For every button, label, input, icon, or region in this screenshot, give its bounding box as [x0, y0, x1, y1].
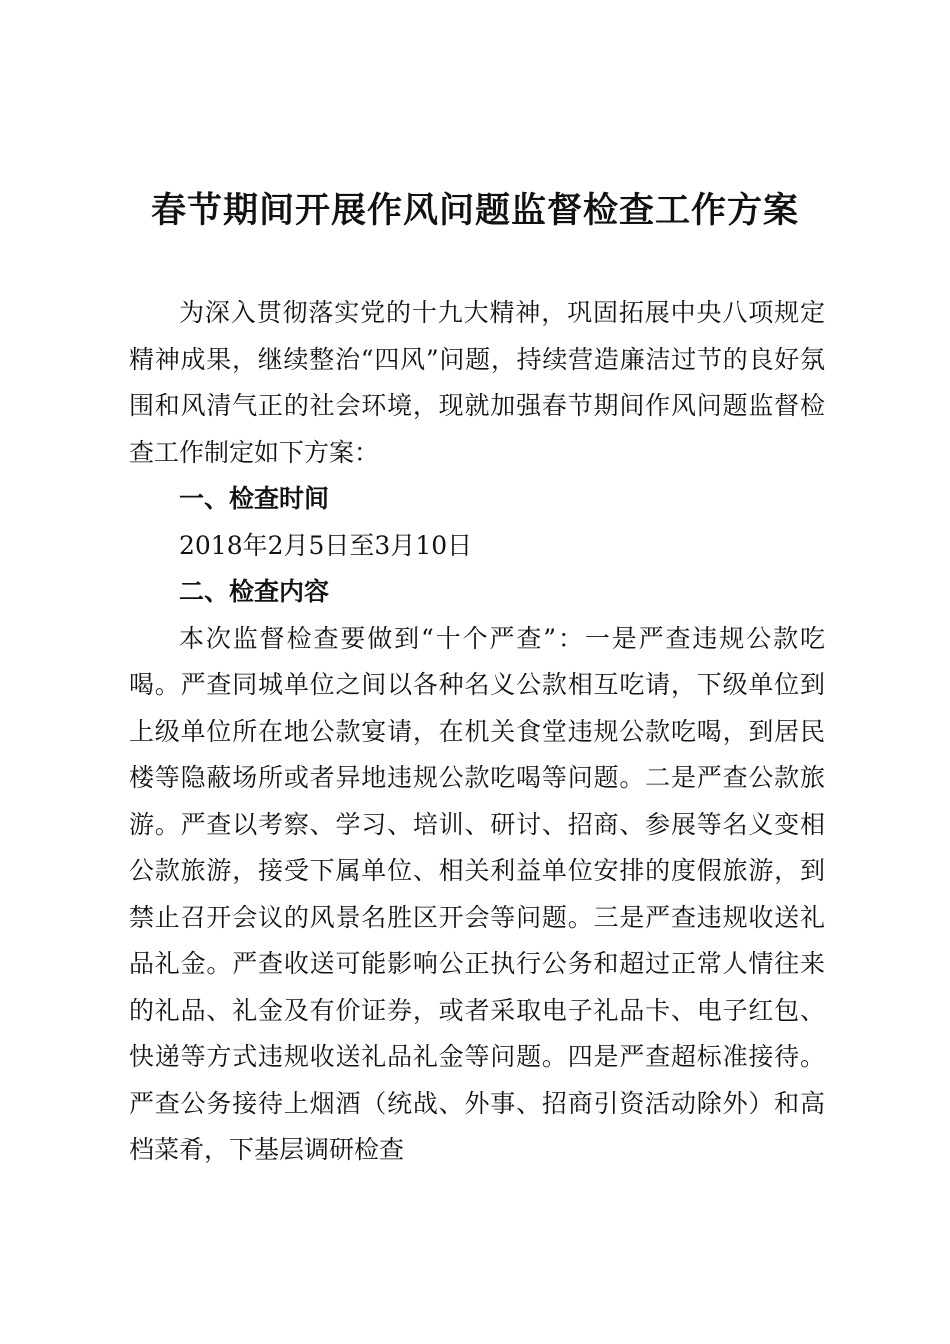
section-text-inspection-content: 本次监督检查要做到“十个严查”：一是严查违规公款吃喝。严查同城单位之间以各种名义公款相互吃请，下级单位到上级单位所在地公款宴请，在机关食堂违规公款吃喝，到居民楼等隐蔽场所或者异地违规公款吃喝等问题。二是严查公款旅游。严查以考察、学习、培训、研讨、招商、参展等名义变相公款旅游，接受下属单位、相关利益单位安排的度假旅游，到禁止召开会议的风景名胜区开会等问题。三是严查违规收送礼品礼金。严查收送可能影响公正执行公务和超过正常人情往来的礼品、礼金及有价证券，或者采取电子礼品卡、电子红包、快递等方式违规收送礼品礼金等问题。四是严查超标准接待。严查公务接待上烟酒（统战、外事、招商引资活动除外）和高档菜肴，下基层调研检查 [129, 623, 825, 1164]
document-title: 春节期间开展作风问题监督检查工作方案 [150, 190, 799, 231]
section-text-inspection-time: 2018年2月5日至3月10日 [179, 530, 473, 560]
section-heading-inspection-content: 二、检查内容 [179, 577, 330, 606]
section-heading-inspection-time: 一、检查时间 [179, 484, 330, 513]
document-body [129, 290, 825, 1174]
intro-paragraph: 为深入贯彻落实党的十九大精神，巩固拓展中央八项规定精神成果，继续整治“四风”问题，持续营造廉洁过节的良好氛围和风清气正的社会环境，现就加强春节期间作风问题监督检查工作制定如下方案： [129, 298, 825, 467]
